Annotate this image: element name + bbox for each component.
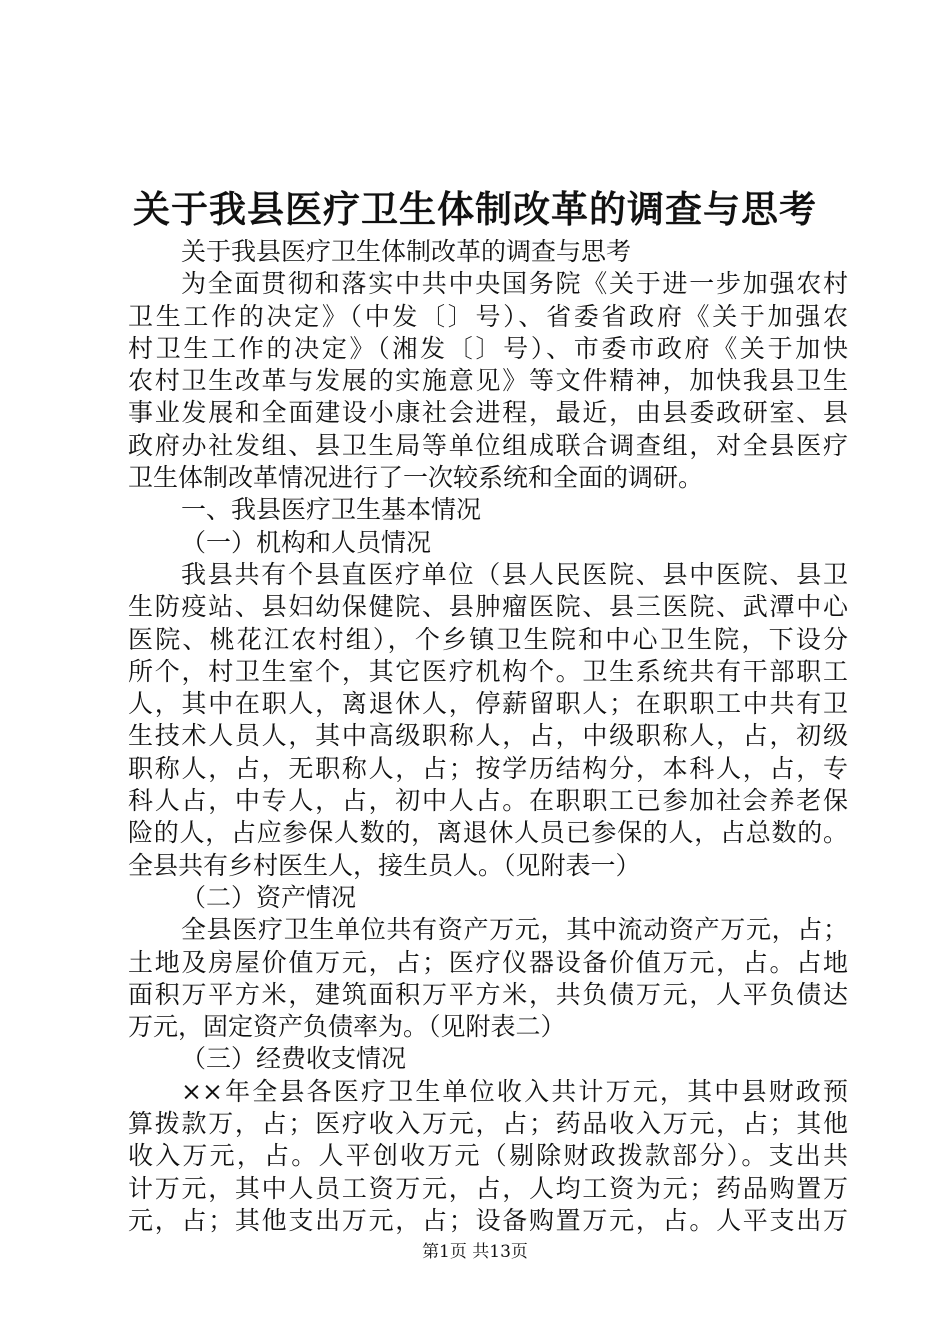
body-line: 卫生体制改革情况进行了一次较系统和全面的调研。 (128, 463, 704, 493)
body-line: ××年全县各医疗卫生单位收入共计万元，其中县财政预 (181, 1076, 848, 1106)
body-line: 险的人，占应参保人数的，离退休人员已参保的人，占总数的。 (128, 818, 848, 848)
body-line: 收入万元，占。人平创收万元（剔除财政拨款部分）。支出共 (128, 1141, 848, 1171)
body-line: 所个，村卫生室个，其它医疗机构个。卫生系统共有干部职工 (128, 656, 848, 686)
body-line: （一）机构和人员情况 (181, 527, 432, 557)
body-line: 政府办社发组、县卫生局等单位组成联合调查组，对全县医疗 (128, 430, 848, 460)
body-line: 面积万平方米，建筑面积万平方米，共负债万元，人平负债达 (128, 979, 848, 1009)
body-line: 农村卫生改革与发展的实施意见》等文件精神，加快我县卫生 (128, 366, 848, 396)
body-line: 计万元，其中人员工资万元，占，人均工资为元；药品购置万 (128, 1173, 848, 1203)
page-footer: 第1页 共13页 (422, 1242, 528, 1262)
body-line: 卫生工作的决定》（中发〔〕号）、省委省政府《关于加强农 (128, 301, 848, 331)
body-line: 人，其中在职人，离退休人，停薪留职人；在职职工中共有卫 (128, 689, 848, 719)
body-line: 生技术人员人，其中高级职称人，占，中级职称人，占，初级 (128, 721, 848, 751)
body-line: 土地及房屋价值万元，占；医疗仪器设备价值万元，占。占地 (128, 947, 848, 977)
body-line: （二）资产情况 (181, 882, 357, 912)
body-line: 生防疫站、县妇幼保健院、县肿瘤医院、县三医院、武潭中心 (128, 592, 848, 622)
body-line: 一、我县医疗卫生基本情况 (181, 495, 482, 525)
body-line: 职称人，占，无职称人，占；按学历结构分，本科人，占，专 (128, 753, 848, 783)
body-line: 村卫生工作的决定》（湘发〔〕号）、市委市政府《关于加快 (128, 333, 848, 363)
body-line: 事业发展和全面建设小康社会进程，最近，由县委政研室、县 (128, 398, 848, 428)
body-line: 关于我县医疗卫生体制改革的调查与思考 (181, 237, 632, 266)
body-line: 全县共有乡村医生人，接生员人。（见附表一） (128, 850, 641, 880)
body-line: （三）经费收支情况 (181, 1044, 407, 1074)
body-line: 元，占；其他支出万元，占；设备购置万元，占。人平支出万 (128, 1205, 848, 1235)
body-line: 科人占，中专人，占，初中人占。在职职工已参加社会养老保 (128, 786, 848, 816)
body-line: 医院、桃花江农村组），个乡镇卫生院和中心卫生院，下设分 (128, 624, 848, 654)
document-body (128, 236, 848, 1237)
body-line: 算拨款万，占；医疗收入万元，占；药品收入万元，占；其他 (128, 1109, 848, 1139)
body-line: 我县共有个县直医疗单位（县人民医院、县中医院、县卫 (181, 559, 848, 589)
body-line: 为全面贯彻和落实中共中央国务院《关于进一步加强农村 (181, 269, 848, 299)
body-line: 全县医疗卫生单位共有资产万元，其中流动资产万元，占； (181, 915, 848, 945)
document-title: 关于我县医疗卫生体制改革的调查与思考 (133, 187, 817, 231)
body-line: 万元，固定资产负债率为。（见附表二） (128, 1012, 566, 1042)
